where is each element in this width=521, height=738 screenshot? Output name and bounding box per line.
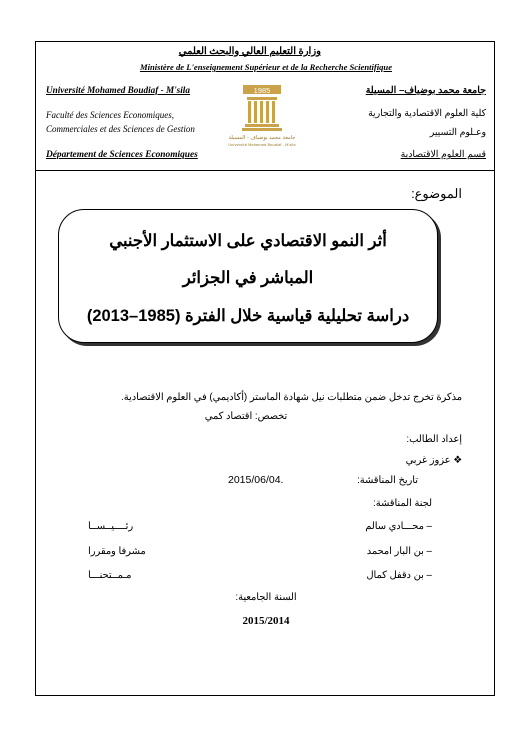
student-item bbox=[406, 455, 462, 466]
header-divider bbox=[36, 170, 494, 171]
department-ar: قسم العلوم الاقتصادية bbox=[400, 149, 486, 159]
defense-label: تاريخ المناقشة: bbox=[357, 475, 418, 486]
committee-label: لجنة المناقشة: bbox=[373, 498, 432, 509]
committee-member-1-name: – محـــادي سالم bbox=[365, 521, 432, 532]
committee-member-2-role: مشرفا ومقررا bbox=[88, 546, 146, 557]
student-label: إعداد الطالب: bbox=[406, 434, 462, 445]
university-fr: Université Mohamed Boudiaf - M'sila bbox=[46, 85, 190, 95]
logo-year: 1985 bbox=[253, 86, 271, 95]
memo-line: مذكرة تخرج تدخل ضمن متطلبات نيل شهادة الماستر (أكاديمي) في العلوم الاقتصادية. bbox=[121, 392, 462, 403]
university-ar: جامعة محمد بوضياف– المسيلة bbox=[365, 85, 486, 96]
title-line2: المباشر في الجزائر bbox=[182, 269, 314, 287]
committee-member-1-role: رئــــيــســا bbox=[88, 521, 134, 532]
ministry-fr: Ministère de L'enseignement Supérieur et de la Recherche Scientifique bbox=[139, 62, 393, 72]
bullet-icon: ❖ bbox=[453, 455, 462, 466]
faculty-ar-line2: وعـلوم التسيير bbox=[429, 127, 486, 137]
specialty: تخصص: اقتصاد كمي bbox=[204, 411, 288, 422]
student-name: عزوز غربي bbox=[405, 455, 451, 466]
logo-name-fr: Université Mohamed Boudiaf - M'sila bbox=[228, 143, 296, 147]
committee-member-2-name: – بن البار امحمد bbox=[366, 546, 432, 557]
faculty-fr-line2: Commerciales et des Sciences de Gestion bbox=[46, 124, 195, 134]
title-box bbox=[58, 209, 438, 343]
department-fr: Département de Sciences Economiques bbox=[46, 150, 198, 160]
faculty-fr-line1: Faculté des Sciences Economiques, bbox=[46, 110, 174, 120]
faculty-ar-line1: كلية العلوم الاقتصادية والتجارية bbox=[368, 108, 486, 118]
logo-emblem-icon bbox=[225, 83, 300, 153]
logo-name-ar: جامعة محمد بوضياف - المسيلة bbox=[228, 135, 296, 141]
year-label: السنة الجامعية: bbox=[235, 592, 297, 603]
title-line1: أثر النمو الاقتصادي على الاستثمار الأجنبي bbox=[109, 232, 387, 250]
committee-member-3-name: – بن دقفل كمال bbox=[366, 570, 432, 581]
committee-member-3-role: مـمــتحنـــا bbox=[88, 570, 132, 581]
title-line3: دراسة تحليلية قياسية خلال الفترة (1985–2013) bbox=[86, 307, 410, 325]
subject-label: الموضوع: bbox=[411, 186, 462, 201]
university-logo bbox=[225, 83, 300, 153]
year-value: 2015/2014 bbox=[242, 615, 290, 627]
ministry-ar: وزارة التعليم العالي والبحث العلمي bbox=[178, 46, 321, 57]
defense-date: 2015/06/04. bbox=[228, 474, 284, 486]
